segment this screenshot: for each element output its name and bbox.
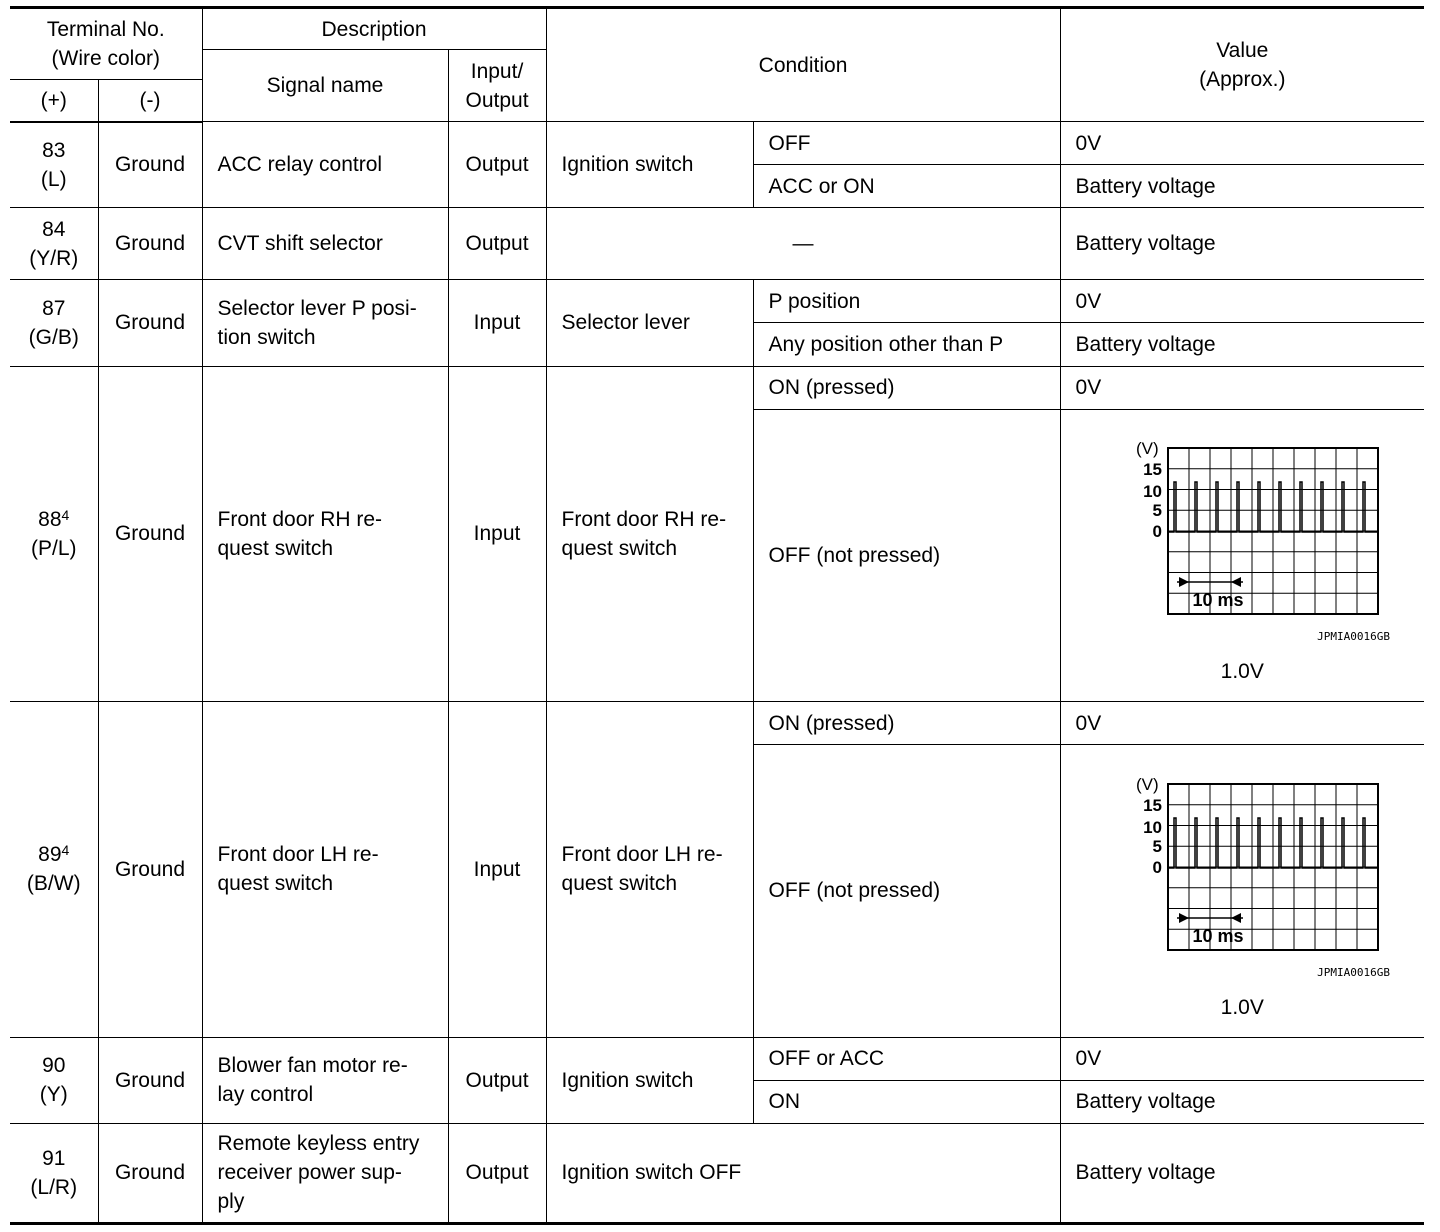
terminal-cell: $88^4$ (P/L) (10, 366, 98, 702)
io-cell: Output (448, 1123, 546, 1223)
state-cell: P position (753, 280, 1060, 323)
signal-name-cell: ACC relay control (202, 122, 448, 208)
y-tick-label: 10 (1143, 482, 1163, 502)
condition-cell: Selector lever (546, 280, 753, 366)
terminal-cell: 87 (G/B) (10, 280, 98, 366)
waveform-chart (1092, 760, 1392, 995)
header-description: Description (202, 8, 546, 50)
state-cell: OFF (753, 122, 1060, 165)
value-cell: 0V (1060, 122, 1424, 165)
condition-cell: Ignition switch OFF (546, 1123, 1060, 1223)
arrow-left-icon (1231, 913, 1241, 923)
value-cell: Battery voltage (1060, 323, 1424, 366)
y-unit-label: (V) (1136, 774, 1159, 794)
arrow-right-icon (1179, 577, 1189, 587)
value-cell: Battery voltage (1060, 1123, 1424, 1223)
waveform-value: 1.0V (1220, 660, 1264, 684)
y-tick-label: 15 (1143, 460, 1163, 480)
condition-cell: — (546, 208, 1060, 280)
time-scale-label: 10 ms (1192, 925, 1244, 946)
terminal-cell: $89^4$ (B/W) (10, 702, 98, 1038)
condition-cell: Ignition switch (546, 122, 753, 208)
value-cell: 0V (1060, 1037, 1424, 1080)
header-terminal: Terminal No. (Wire color) (10, 8, 202, 80)
signal-name-cell: Remote keyless entry receiver power sup- ply (202, 1123, 448, 1223)
y-tick-label: 15 (1143, 795, 1163, 815)
time-scale-label: 10 ms (1192, 590, 1244, 611)
state-cell: OFF or ACC (753, 1037, 1060, 1080)
header-input-output: Input/ Output (448, 50, 546, 122)
state-cell: ON (753, 1080, 1060, 1123)
header-value: Value (Approx.) (1060, 8, 1424, 122)
terminal-cell: 91 (L/R) (10, 1123, 98, 1223)
value-cell: Battery voltage (1060, 1080, 1424, 1123)
table-row (10, 366, 1424, 409)
header-signal-name: Signal name (202, 50, 448, 122)
waveform-value: 1.0V (1220, 995, 1264, 1019)
state-cell: ON (pressed) (753, 702, 1060, 745)
value-cell: Battery voltage (1060, 165, 1424, 208)
signal-name-cell: Front door RH re- quest switch (202, 366, 448, 702)
y-unit-label: (V) (1136, 439, 1159, 459)
ground-cell: Ground (98, 366, 202, 702)
value-cell: 0V (1060, 366, 1424, 409)
io-cell: Input (448, 702, 546, 1038)
waveform-value-cell (1060, 745, 1424, 1037)
y-tick-label: 5 (1152, 836, 1163, 856)
signal-name-cell: Front door LH re- quest switch (202, 702, 448, 1038)
ground-cell: Ground (98, 702, 202, 1038)
condition-cell: Ignition switch (546, 1037, 753, 1123)
figure-code: JPMIA0016GB (1317, 965, 1391, 979)
state-cell: OFF (not pressed) (753, 745, 1060, 1037)
waveform-value-cell (1060, 409, 1424, 701)
header-minus: (-) (98, 80, 202, 122)
condition-cell: Front door RH re- quest switch (546, 366, 753, 702)
signal-name-cell: Selector lever P posi- tion switch (202, 280, 448, 366)
ground-cell: Ground (98, 1123, 202, 1223)
arrow-right-icon (1179, 913, 1189, 923)
figure-code: JPMIA0016GB (1317, 630, 1391, 644)
y-tick-label: 5 (1152, 501, 1163, 521)
table-row (10, 122, 1424, 165)
table-row (10, 280, 1424, 323)
value-cell: 0V (1060, 702, 1424, 745)
state-cell: ACC or ON (753, 165, 1060, 208)
y-tick-label: 0 (1152, 522, 1163, 542)
table-row (10, 702, 1424, 745)
terminal-cell: 90 (Y) (10, 1037, 98, 1123)
io-cell: Output (448, 208, 546, 280)
io-cell: Output (448, 1037, 546, 1123)
signal-name-cell: Blower fan motor re- lay control (202, 1037, 448, 1123)
io-cell: Output (448, 122, 546, 208)
state-cell: Any position other than P (753, 323, 1060, 366)
y-tick-label: 0 (1152, 857, 1163, 877)
value-cell: 0V (1060, 280, 1424, 323)
terminal-table (10, 6, 1424, 1225)
terminal-cell: 83 (L) (10, 122, 98, 208)
table-row (10, 1123, 1424, 1223)
header-condition: Condition (546, 8, 1060, 122)
y-tick-label: 10 (1143, 817, 1163, 837)
ground-cell: Ground (98, 208, 202, 280)
table-row (10, 1037, 1424, 1080)
ground-cell: Ground (98, 122, 202, 208)
arrow-left-icon (1231, 577, 1241, 587)
table-row (10, 208, 1424, 280)
state-cell: OFF (not pressed) (753, 409, 1060, 701)
terminal-cell: 84 (Y/R) (10, 208, 98, 280)
state-cell: ON (pressed) (753, 366, 1060, 409)
signal-name-cell: CVT shift selector (202, 208, 448, 280)
value-cell: Battery voltage (1060, 208, 1424, 280)
ground-cell: Ground (98, 1037, 202, 1123)
ground-cell: Ground (98, 280, 202, 366)
io-cell: Input (448, 366, 546, 702)
io-cell: Input (448, 280, 546, 366)
condition-cell: Front door LH re- quest switch (546, 702, 753, 1038)
waveform-chart (1092, 424, 1392, 659)
header-plus: (+) (10, 80, 98, 122)
